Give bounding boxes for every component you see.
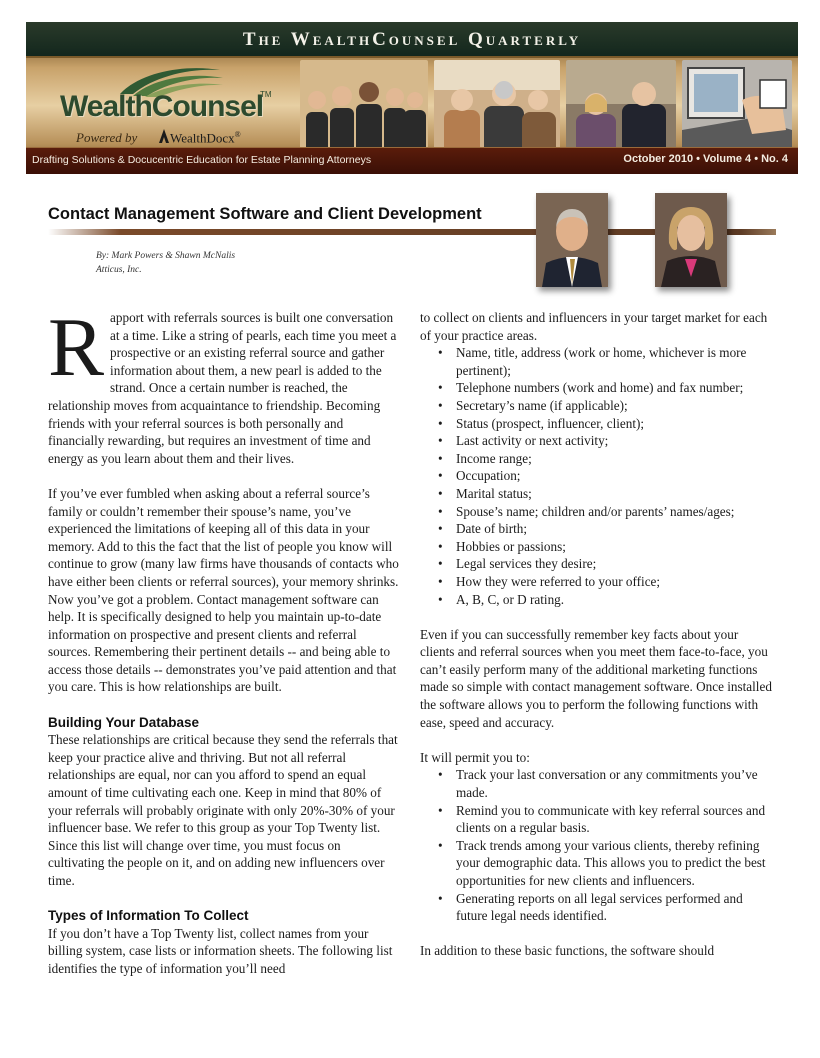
paragraph-permit: It will permit you to: bbox=[420, 749, 530, 765]
banner-footer-bar bbox=[26, 147, 798, 174]
intro-paragraph bbox=[48, 301, 400, 467]
list-item: • Legal services they desire; bbox=[420, 555, 772, 573]
article-headline: Contact Management Software and Client Development bbox=[48, 205, 482, 223]
paragraph-memory: If you’ve ever fumbled when asking about a referral source’s family or couldn’t remember their spouse’s name, you’ve experienced the limitations of keeping all of this data in your memory. Add to this the fact that the list of people you know will continue to grow (many law firms have thousands of contacts who have either been clients or referral sources), your memory shrinks. Now you’ve got a problem. Contact management software can help. It is specifically designed to help you maintain up-to-date information on prospective and present clients and referral sources. Remembering their pertinent details -- and being able to access those details -- demonstrates you’ve paid attention and that you care. This is how relationships are built. bbox=[48, 485, 399, 695]
subheading-building-database: Building Your Database bbox=[48, 714, 200, 730]
logo-docx-name: WealthDocx bbox=[170, 130, 235, 146]
issue-info: October 2010 • Volume 4 • No. 4 bbox=[623, 153, 788, 165]
list-item: • Track trends among your various clients, thereby refining your demographic data. This allows you to predict the best opportunities for new clients and influencers. bbox=[420, 837, 772, 890]
information-list bbox=[420, 344, 772, 608]
logo-trademark: TM bbox=[260, 90, 272, 99]
drop-cap: R bbox=[48, 301, 105, 394]
list-item: • Date of birth; bbox=[420, 520, 772, 538]
banner-photo-couple bbox=[566, 60, 676, 160]
list-item: • Spouse’s name; children and/or parents’ names/ages; bbox=[420, 503, 772, 521]
author-photo-shawn-mcnalis bbox=[655, 193, 727, 287]
article-byline bbox=[96, 250, 235, 277]
list-item: • Generating reports on all legal services performed and future legal needs identified. bbox=[420, 890, 772, 925]
intro-text: apport with referrals sources is built one conversation at a time. Like a string of pearls, each time you meet a prospective or an existing referral source and gather information about them, a new pearl is added to the strand. Once a certain number is reached, the relationship moves from acquaintance to friendship. Becoming friends with your referral sources is both personally and financially rewarding, but requires an investment of time and energy as you learn about them and their lives. bbox=[48, 310, 397, 466]
list-item: • A, B, C, or D rating. bbox=[420, 591, 772, 609]
list-item: • Remind you to communicate with key referral sources and clients on a regular basis. bbox=[420, 802, 772, 837]
list-item: • Occupation; bbox=[420, 467, 772, 485]
list-item: • Income range; bbox=[420, 450, 772, 468]
list-item: • Last activity or next activity; bbox=[420, 432, 772, 450]
left-column bbox=[48, 301, 400, 978]
functions-list bbox=[420, 766, 772, 924]
right-column bbox=[420, 309, 772, 960]
paragraph-collect: to collect on clients and influencers in your target market for each of your practice areas. bbox=[420, 310, 768, 343]
paragraph-top-twenty: If you don’t have a Top Twenty list, collect names from your billing system, case lists or information sheets. The following list identifies the type of information you’ll need bbox=[48, 925, 393, 976]
banner-tagline: Drafting Solutions & Docucentric Education for Estate Planning Attorneys bbox=[32, 154, 372, 166]
newsletter-banner bbox=[26, 22, 798, 174]
newsletter-title: The WealthCounsel Quarterly bbox=[242, 29, 582, 50]
list-item: • Hobbies or passions; bbox=[420, 538, 772, 556]
list-item: • Status (prospect, influencer, client); bbox=[420, 415, 772, 433]
list-item: • Marital status; bbox=[420, 485, 772, 503]
banner-photo-group bbox=[300, 60, 428, 160]
list-item: • Telephone numbers (work and home) and fax number; bbox=[420, 379, 772, 397]
list-item: • Secretary’s name (if applicable); bbox=[420, 397, 772, 415]
wealthcounsel-logo bbox=[60, 60, 280, 150]
subheading-types-of-information: Types of Information To Collect bbox=[48, 908, 249, 924]
paragraph-relationships: These relationships are critical because they send the referrals that keep your practice alive and thriving. But not all referral relationships are equal, nor can you afford to spend an equal amount of time cultivating each one. Keep in mind that 80% of your referrals will probably originate with only 20%-30% of your influencer base. We refer to this group as your Top Twenty list. Since this list will change over time, you must focus on cultivating the people on it, and on adding new influencers over time. bbox=[48, 732, 398, 888]
paragraph-additional: In addition to these basic functions, the software should bbox=[420, 943, 715, 959]
banner-title-bar bbox=[26, 22, 798, 58]
list-item: • Track your last conversation or any commitments you’ve made. bbox=[420, 766, 772, 801]
author-photo-mark-powers bbox=[536, 193, 608, 287]
logo-docx-mark: ® bbox=[234, 130, 241, 139]
man-portrait-icon bbox=[536, 193, 608, 287]
docx-mark-icon bbox=[157, 128, 171, 144]
banner-photo-family bbox=[434, 60, 560, 160]
list-item: • How they were referred to your office; bbox=[420, 573, 772, 591]
banner-photo-laptop bbox=[682, 60, 792, 160]
logo-powered-by: Powered by bbox=[76, 130, 138, 145]
byline-authors: By: Mark Powers & Shawn McNalis bbox=[96, 251, 236, 261]
byline-organization: Atticus, Inc. bbox=[96, 264, 142, 275]
logo-docx-text bbox=[170, 130, 241, 146]
list-item: • Name, title, address (work or home, whichever is more pertinent); bbox=[420, 344, 772, 379]
paragraph-marketing-functions: Even if you can successfully remember key facts about your clients and referral sources when you meet them face-to-face, you can’t easily perform many of the additional marketing functions made so simple with contact management software. Once installed the software allows you to perform the following functions with ease, speed and accuracy. bbox=[420, 626, 772, 730]
logo-brand-text: WealthCounsel bbox=[60, 90, 264, 123]
woman-portrait-icon bbox=[655, 193, 727, 287]
